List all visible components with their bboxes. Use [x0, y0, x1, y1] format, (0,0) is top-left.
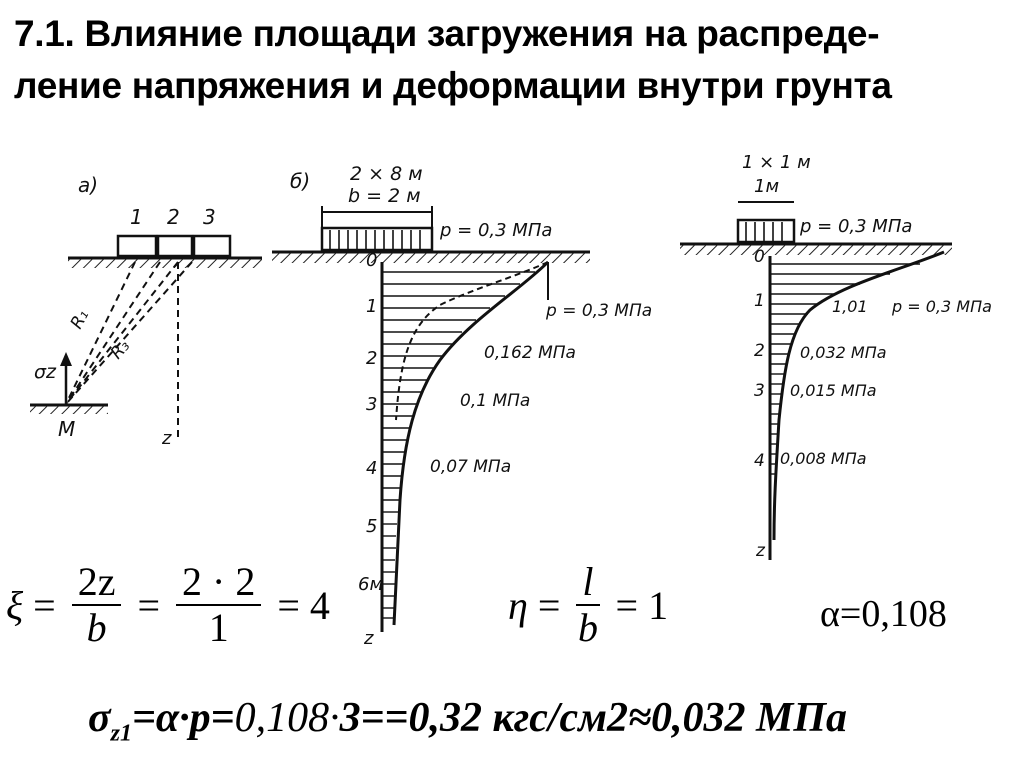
stress-calculation — [88, 694, 847, 747]
c-value-0: 1,01 — [832, 297, 868, 316]
figure-a — [30, 173, 262, 449]
xi-denominator-2: 1 — [208, 605, 229, 650]
ground-hatch-c — [680, 245, 952, 255]
xi-symbol: ξ — [6, 582, 24, 628]
eta-numerator: l — [576, 560, 599, 606]
b-depth-3: 3 — [366, 394, 378, 415]
b-depth-2: 2 — [366, 348, 378, 369]
block-3-label: 3 — [203, 205, 216, 229]
title-line-1: 7.1. Влияние площади загружения на распреде- — [14, 13, 880, 54]
eta-formula: η = $\frac{l}{b}$ = 1 — [508, 559, 669, 650]
c-depth-z: z — [756, 541, 765, 561]
c-depth-3: 3 — [754, 381, 765, 401]
xi-numerator-2: 2 · 2 — [176, 560, 261, 606]
eta-result: = 1 — [615, 582, 669, 628]
b-depth-z: z — [364, 628, 374, 649]
sigma-z-label: σz — [34, 361, 57, 383]
c-value-3: 0,008 МПа — [780, 449, 867, 468]
xi-formula: ξ = $\frac{2z}{b}$ = $\frac{2 \cdot 2}{1}$ = 4 — [6, 559, 330, 650]
c-value-2: 0,015 МПа — [790, 381, 877, 400]
calc-part-2: 0,108· — [234, 695, 340, 741]
c-p-top-label: p = 0,3 МПа — [800, 216, 913, 237]
b-p-side-label: p = 0,3 МПа — [546, 301, 653, 321]
c-depth-0: 0 — [754, 247, 765, 267]
b-dimension-2: b = 2 м — [348, 185, 421, 207]
b-value-1: 0,162 МПа — [484, 343, 576, 363]
c-p-side-label: p = 0,3 МПа — [892, 297, 992, 316]
xi-fraction-1 — [72, 560, 122, 650]
r1-label: R₁ — [66, 306, 94, 333]
c-depth-2: 2 — [754, 341, 765, 361]
b-value-3: 0,07 МПа — [430, 457, 512, 477]
block-1-label: 1 — [130, 205, 143, 229]
b-depth-0: 0 — [366, 250, 378, 271]
figure-c — [680, 152, 992, 561]
b-p-top-label: p = 0,3 МПа — [440, 220, 553, 241]
c-dimension-2: 1м — [754, 176, 780, 197]
sigma-symbol: σ — [88, 695, 111, 741]
load-block-3 — [194, 236, 230, 256]
c-stress-epure-hatch — [770, 264, 920, 474]
title-line-2: ление напряжения и деформации внутри грунта — [14, 65, 892, 106]
alpha-value: α=0,108 — [820, 593, 947, 635]
c-load-arrows — [746, 222, 782, 242]
b-value-2: 0,1 МПа — [460, 391, 531, 411]
xi-denominator-1: b — [86, 605, 107, 650]
b-depth-4: 4 — [366, 458, 378, 479]
load-blocks — [118, 236, 230, 256]
b-load-arrows — [330, 230, 420, 250]
point-m-label: M — [58, 417, 76, 441]
load-block-2 — [158, 236, 192, 256]
ground-hatch-a — [68, 259, 262, 268]
xi-fraction-2 — [176, 560, 261, 650]
xi-numerator-1: 2z — [72, 560, 122, 606]
c-dimension-1: 1 × 1 м — [742, 152, 811, 173]
point-m-hatch — [30, 406, 108, 414]
r3-label: R₃ — [106, 336, 135, 364]
b-dimension-1: 2 × 8 м — [350, 163, 423, 185]
ground-hatch-b — [272, 253, 590, 263]
c-depth-1: 1 — [754, 291, 765, 311]
figure-b-label: б) — [290, 169, 311, 193]
load-block-1 — [118, 236, 156, 256]
b-depth-6: 6м — [358, 574, 384, 595]
calc-part-1: =α·p= — [131, 695, 235, 741]
z-axis-label-a: z — [162, 428, 172, 449]
sigma-arrowhead — [60, 352, 72, 366]
b-depth-1: 1 — [366, 296, 378, 317]
figure-a-label: а) — [78, 173, 99, 197]
eta-symbol: η — [508, 582, 528, 628]
b-depth-5: 5 — [366, 516, 378, 537]
c-depth-4: 4 — [754, 451, 765, 471]
eta-denominator: b — [577, 605, 598, 650]
xi-result: = 4 — [277, 582, 330, 628]
sigma-subscript: z1 — [110, 720, 132, 747]
eta-fraction — [576, 560, 599, 650]
calc-part-3: 3==0,32 кгс/см2≈0,032 МПа — [339, 695, 848, 741]
block-2-label: 2 — [167, 205, 180, 229]
c-value-1: 0,032 МПа — [800, 343, 887, 362]
